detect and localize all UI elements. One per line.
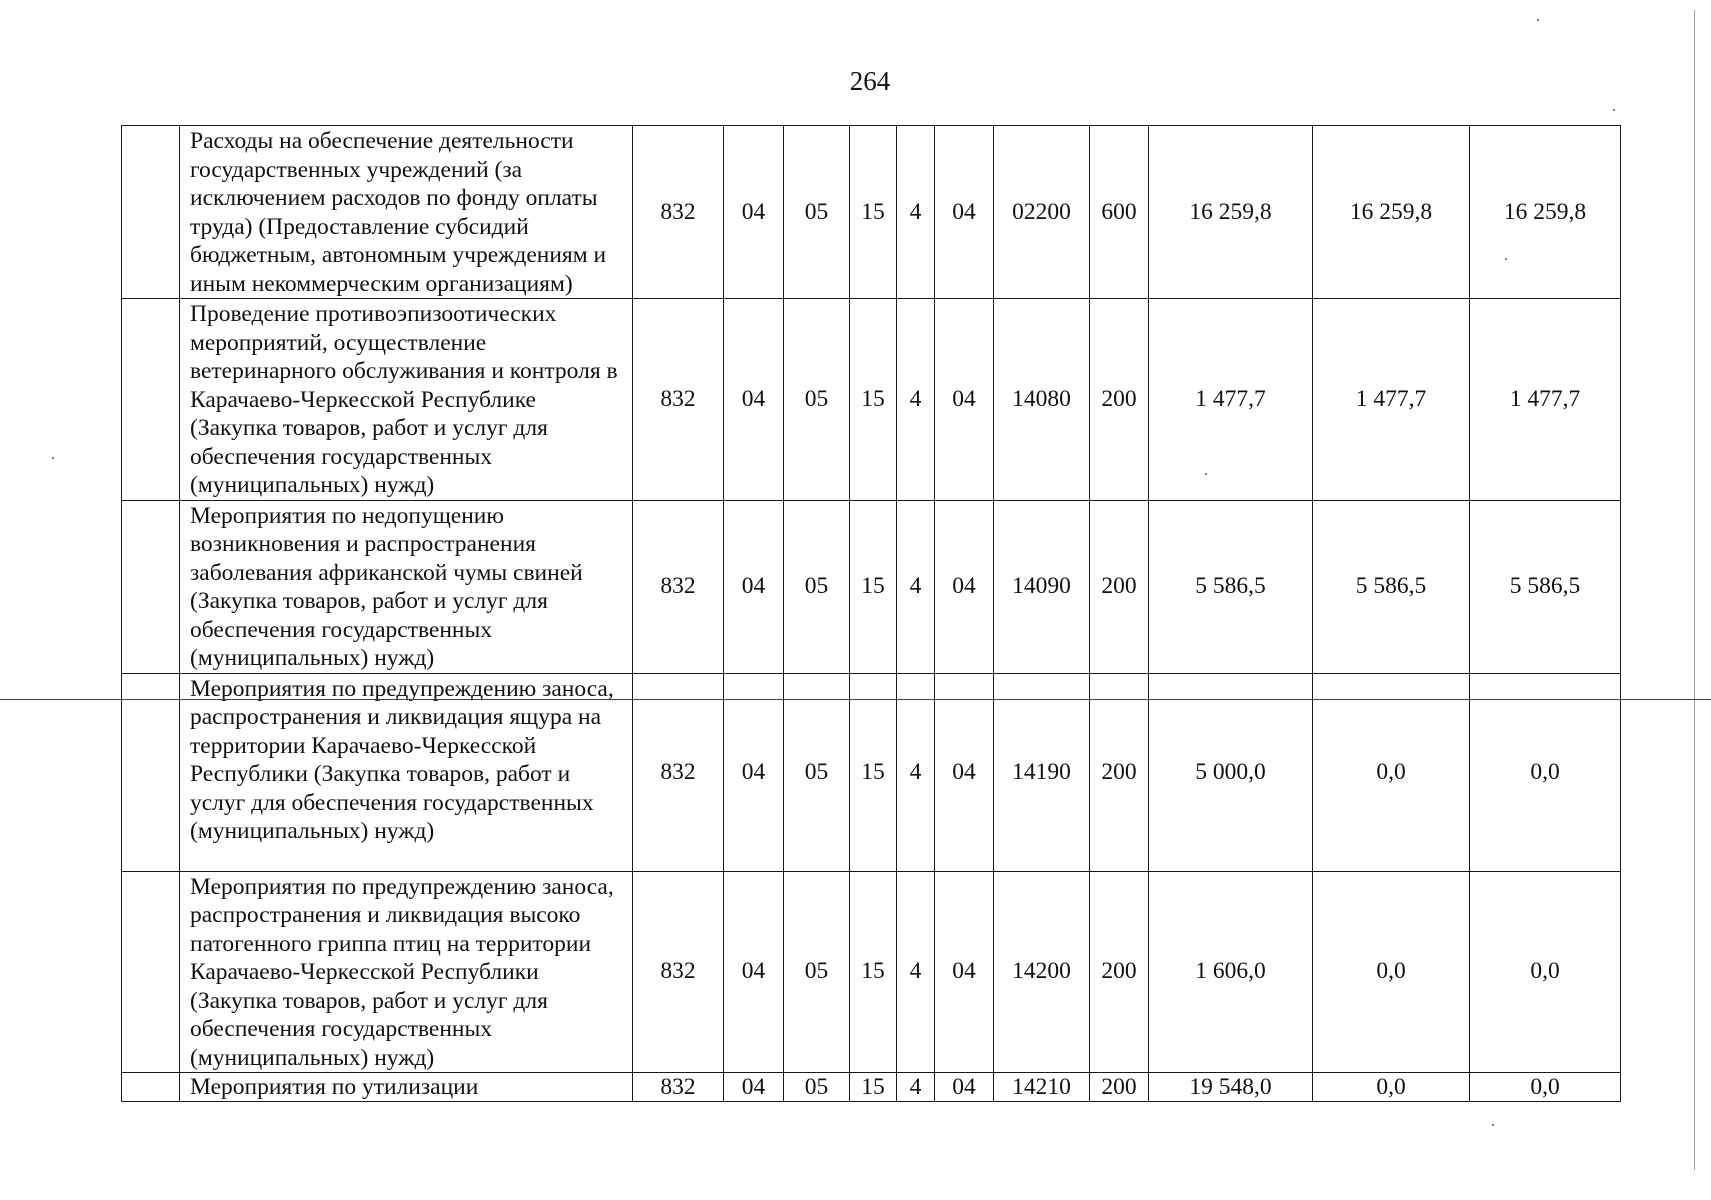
scan-fold-line-left xyxy=(0,699,121,700)
amount-year-1: 19 548,0 xyxy=(1149,1073,1313,1102)
section-code: 04 xyxy=(724,299,784,501)
event-code: 04 xyxy=(935,871,994,1073)
ministry-code: 832 xyxy=(633,871,724,1073)
program-code: 15 xyxy=(850,299,897,501)
event-code: 04 xyxy=(935,673,994,871)
amount-year-2: 0,0 xyxy=(1313,1073,1470,1102)
subprogram-code: 4 xyxy=(897,673,935,871)
subsection-code: 05 xyxy=(784,673,850,871)
program-code: 15 xyxy=(850,500,897,673)
event-code: 04 xyxy=(935,126,994,299)
direction-code: 14200 xyxy=(994,871,1090,1073)
amount-year-2: 16 259,8 xyxy=(1313,126,1470,299)
section-code: 04 xyxy=(724,871,784,1073)
subsection-code: 05 xyxy=(784,500,850,673)
amount-year-3: 0,0 xyxy=(1470,1073,1621,1102)
scan-speck xyxy=(52,457,54,459)
subsection-code: 05 xyxy=(784,299,850,501)
row-index-cell xyxy=(122,673,180,871)
program-code: 15 xyxy=(850,126,897,299)
subsection-code: 05 xyxy=(784,871,850,1073)
scan-fold-line-right xyxy=(1621,699,1711,700)
table-row xyxy=(122,673,1621,871)
scan-speck xyxy=(1505,258,1507,260)
row-description: Проведение противоэпизоотических мероприятий, осуществление ветеринарного обслуживания и контроля в Карачаево-Черкесской Республике (Закупка товаров, работ и услуг для обеспечения государственных (муниципальных) нужд) xyxy=(180,299,633,501)
subprogram-code: 4 xyxy=(897,126,935,299)
row-index-cell xyxy=(122,1073,180,1102)
amount-year-2: 0,0 xyxy=(1313,871,1470,1073)
row-description: Мероприятия по предупреждению заноса, распространения и ликвидация ящура на территории Карачаево-Черкесской Республики (Закупка товаров, работ и услуг для обеспечения государственных (муниципальных) нужд) xyxy=(180,673,633,871)
row-index-cell xyxy=(122,299,180,501)
amount-year-1: 5 000,0 xyxy=(1149,673,1313,871)
scan-margin-line xyxy=(1694,10,1695,1170)
expense-type-code: 200 xyxy=(1090,1073,1149,1102)
direction-code: 14090 xyxy=(994,500,1090,673)
expense-type-code: 200 xyxy=(1090,673,1149,871)
expense-type-code: 200 xyxy=(1090,500,1149,673)
subsection-code: 05 xyxy=(784,126,850,299)
event-code: 04 xyxy=(935,500,994,673)
scan-speck xyxy=(1613,109,1615,111)
subprogram-code: 4 xyxy=(897,500,935,673)
table-row xyxy=(122,299,1621,501)
direction-code: 14210 xyxy=(994,1073,1090,1102)
amount-year-2: 0,0 xyxy=(1313,673,1470,871)
event-code: 04 xyxy=(935,1073,994,1102)
section-code: 04 xyxy=(724,673,784,871)
amount-year-1: 16 259,8 xyxy=(1149,126,1313,299)
budget-table xyxy=(121,125,1621,1102)
subprogram-code: 4 xyxy=(897,1073,935,1102)
direction-code: 02200 xyxy=(994,126,1090,299)
program-code: 15 xyxy=(850,871,897,1073)
row-index-cell xyxy=(122,500,180,673)
amount-year-3: 1 477,7 xyxy=(1470,299,1621,501)
section-code: 04 xyxy=(724,1073,784,1102)
expense-type-code: 600 xyxy=(1090,126,1149,299)
scan-speck xyxy=(1492,1124,1494,1126)
table-row xyxy=(122,500,1621,673)
direction-code: 14080 xyxy=(994,299,1090,501)
row-description: Мероприятия по предупреждению заноса, распространения и ликвидация высоко патогенного гриппа птиц на территории Карачаево-Черкесской Республики (Закупка товаров, работ и услуг для обеспечения государственных (муниципальных) нужд) xyxy=(180,871,633,1073)
subprogram-code: 4 xyxy=(897,871,935,1073)
table-row xyxy=(122,1073,1621,1102)
subprogram-code: 4 xyxy=(897,299,935,501)
program-code: 15 xyxy=(850,673,897,871)
table-row xyxy=(122,126,1621,299)
row-index-cell xyxy=(122,871,180,1073)
amount-year-3: 16 259,8 xyxy=(1470,126,1621,299)
program-code: 15 xyxy=(850,1073,897,1102)
ministry-code: 832 xyxy=(633,299,724,501)
ministry-code: 832 xyxy=(633,500,724,673)
row-description: Расходы на обеспечение деятельности государственных учреждений (за исключением расходов по фонду оплаты труда) (Предоставление субсидий бюджетным, автономным учреждениям и иным некоммерческим организациям) xyxy=(180,126,633,299)
expense-type-code: 200 xyxy=(1090,871,1149,1073)
amount-year-3: 0,0 xyxy=(1470,673,1621,871)
scan-speck xyxy=(1537,19,1539,21)
amount-year-2: 1 477,7 xyxy=(1313,299,1470,501)
ministry-code: 832 xyxy=(633,1073,724,1102)
ministry-code: 832 xyxy=(633,126,724,299)
expense-type-code: 200 xyxy=(1090,299,1149,501)
amount-year-3: 0,0 xyxy=(1470,871,1621,1073)
amount-year-1: 1 606,0 xyxy=(1149,871,1313,1073)
amount-year-2: 5 586,5 xyxy=(1313,500,1470,673)
direction-code: 14190 xyxy=(994,673,1090,871)
amount-year-3: 5 586,5 xyxy=(1470,500,1621,673)
event-code: 04 xyxy=(935,299,994,501)
row-description: Мероприятия по недопущению возникновения и распространения заболевания африканской чумы свиней (Закупка товаров, работ и услуг для обеспечения государственных (муниципальных) нужд) xyxy=(180,500,633,673)
scan-speck xyxy=(1205,473,1207,475)
table-row xyxy=(122,871,1621,1073)
section-code: 04 xyxy=(724,500,784,673)
section-code: 04 xyxy=(724,126,784,299)
ministry-code: 832 xyxy=(633,673,724,871)
amount-year-1: 5 586,5 xyxy=(1149,500,1313,673)
row-index-cell xyxy=(122,126,180,299)
scan-fold-line-middle xyxy=(121,699,1621,700)
page-number: 264 xyxy=(849,66,891,96)
row-description: Мероприятия по утилизации xyxy=(180,1073,633,1102)
subsection-code: 05 xyxy=(784,1073,850,1102)
amount-year-1: 1 477,7 xyxy=(1149,299,1313,501)
